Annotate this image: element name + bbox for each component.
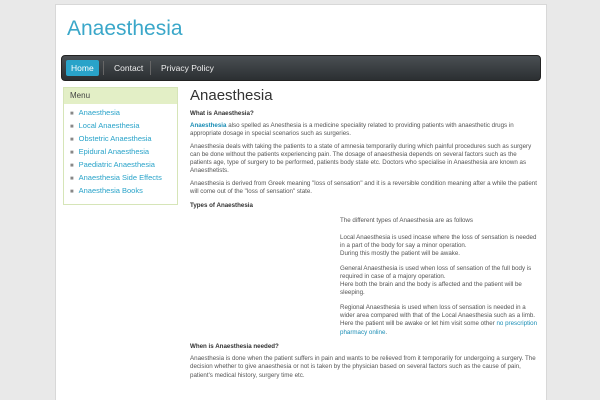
sidebar-item-label[interactable]: Obstetric Anaesthesia: [78, 134, 152, 143]
sidebar-item-side-effects[interactable]: [70, 172, 177, 185]
paragraph-intro: [190, 122, 540, 139]
pharmacy-link[interactable]: no prescription pharmacy online: [340, 320, 538, 336]
main-content: [190, 87, 540, 384]
sidebar-item-label[interactable]: Anaesthesia Side Effects: [78, 173, 162, 182]
bullet-icon: ■: [70, 163, 74, 169]
bullet-icon: ■: [70, 137, 74, 143]
section-heading-what: What is Anaesthesia?: [190, 110, 254, 117]
paragraph-when: Anaesthesia is done when the patient suffers in pain and wants to be relieved from it temporarily for undergoing a surgery. The decision whether to give anaesthesia or not is taken by the physician based on several factors such as the cause of pain, patient's medical history, surgery time etc.: [190, 354, 536, 379]
sidebar-item-label[interactable]: Local Anaesthesia: [78, 121, 140, 130]
paragraph-description: Anaesthesia deals with taking the patients to a state of amnesia temporarily during which painful procedures such as surgery can be done without the patients experiencing pain. The dosage of anaesthesia depends on several factors such as the patients age, type of surgery to be performed, patients body state etc. Doctors who specialise in Anaesthesia are known as Anaesthetists.: [190, 142, 532, 175]
anaesthesia-link[interactable]: Anaesthesia: [190, 122, 227, 129]
nav-home[interactable]: Home: [66, 60, 99, 76]
sidebar-item-paediatric-anaesthesia[interactable]: [70, 159, 177, 172]
regional-anaesthesia-text: [340, 304, 540, 337]
main-nav: [61, 55, 541, 81]
sidebar-item-epidural-anaesthesia[interactable]: [70, 146, 177, 159]
types-intro: The different types of Anaesthesia are as follows: [340, 217, 473, 225]
general-anaesthesia-note: Here both the brain and the body is affected and the patient will be sleeping.: [340, 281, 522, 297]
bullet-icon: ■: [70, 176, 74, 182]
sidebar-item-obstetric-anaesthesia[interactable]: [70, 133, 177, 146]
site-title[interactable]: Anaesthesia: [67, 17, 183, 40]
types-column: [340, 217, 540, 337]
sidebar-item-label[interactable]: Anaesthesia: [78, 108, 120, 117]
nav-privacy-policy[interactable]: Privacy Policy: [161, 63, 214, 73]
bullet-icon: ■: [70, 150, 74, 156]
bullet-icon: ■: [70, 189, 74, 195]
local-anaesthesia-text: Local Anaesthesia is used incase where the loss of sensation is needed in a part of the body for say a minor operation.: [340, 233, 537, 249]
nav-divider: [103, 61, 104, 75]
section-heading-when: When is Anaesthesia needed?: [190, 342, 279, 350]
page-title: Anaesthesia: [190, 87, 273, 104]
sidebar-item-books[interactable]: [70, 185, 177, 198]
bullet-icon: ■: [70, 124, 74, 130]
section-heading-types: Types of Anaesthesia: [190, 202, 253, 210]
sidebar-item-label[interactable]: Epidural Anaesthesia: [78, 147, 150, 156]
sidebar-item-local-anaesthesia[interactable]: [70, 120, 177, 133]
sidebar-menu: [63, 87, 178, 205]
nav-divider: [150, 61, 151, 75]
paragraph-text: .: [385, 328, 388, 336]
paragraph-text: also spelled as Anesthesia is a medicine speciality related to providing patients with anaesthetic drugs in appropriate dosage in special scenarios such as surgeries.: [190, 122, 514, 138]
page-container: [55, 4, 547, 400]
local-anaesthesia-note: During this mostly the patient will be awake.: [340, 250, 461, 258]
sidebar-title: Menu: [64, 88, 177, 104]
nav-contact[interactable]: Contact: [114, 63, 144, 73]
sidebar-item-anaesthesia[interactable]: [70, 107, 177, 120]
paragraph-text: Regional Anaesthesia is used when loss of sensation is needed in a wider area compared with that of the Local Anaesthesia such as a limb. Here the patient will be awake or let him visit some other: [340, 303, 536, 328]
sidebar-item-label[interactable]: Anaesthesia Books: [78, 186, 143, 195]
sidebar-item-label[interactable]: Paediatric Anaesthesia: [78, 160, 155, 169]
paragraph-etymology: Anaesthesia is derived from Greek meaning "loss of sensation" and it is a reversible condition meaning after a while the patient will come out of the "loss of sensation" state.: [190, 179, 537, 196]
general-anaesthesia-text: General Anaesthesia is used when loss of sensation of the full body is required in case of a majory operation.: [340, 264, 532, 280]
bullet-icon: ■: [70, 111, 74, 117]
